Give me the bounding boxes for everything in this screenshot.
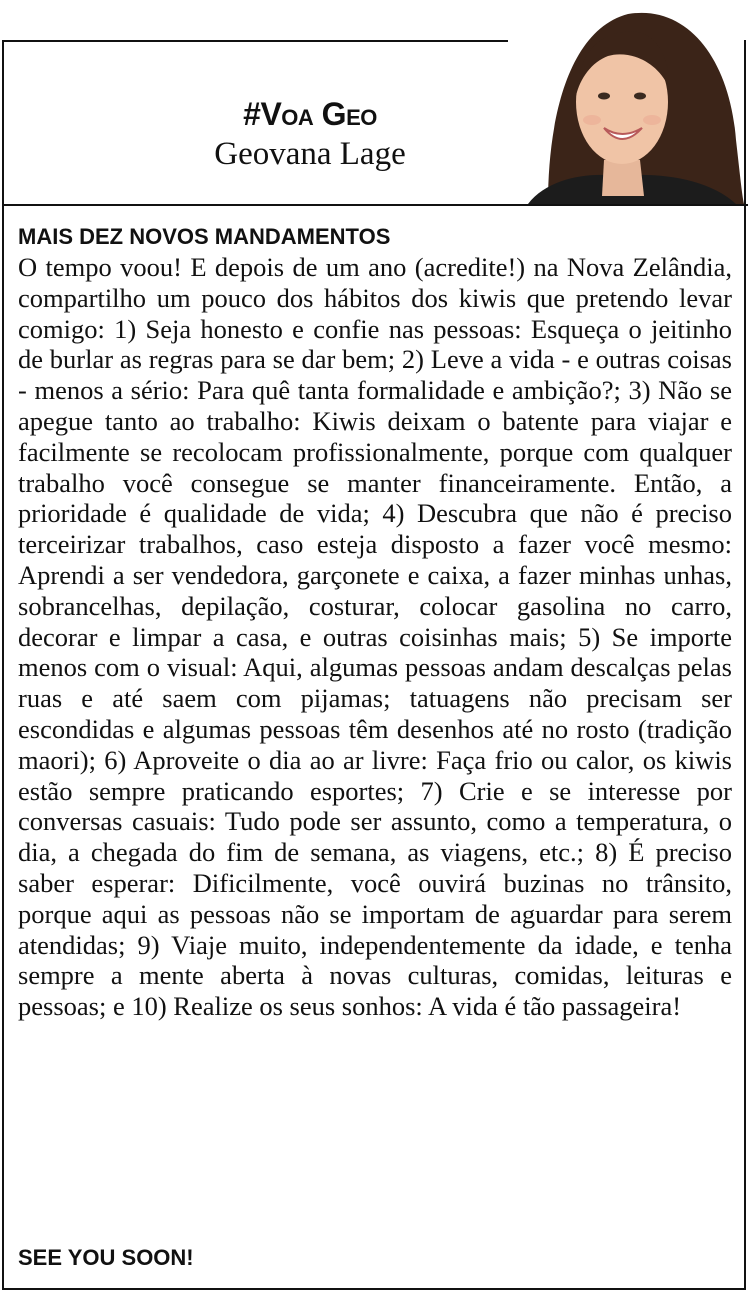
column-title: #Voa Geo [243, 96, 377, 132]
author-name: Geovana Lage [214, 136, 406, 172]
article-text: O tempo voou! E depois de um ano (acredite!) na Nova Zelândia, compartilho um pouco dos hábitos dos kiwis que pretendo levar comigo: 1) Seja honesto e confie nas pessoas: Esqueça o jeitinho de burlar as regras para se dar bem; 2) Leve a vida - e outras coisas - menos a sério: Para quê tanta formalidade e ambição?; 3) Não se apegue tanto ao trabalho: Kiwis deixam o batente para viajar e facilmente se recolocam profissionalmente, porque com qualquer trabalho você consegue se manter financeiramente. Então, a prioridade é qualidade de vida; 4) Descubra que não é preciso terceirizar trabalhos, caso esteja disposto a fazer você mesmo: Aprendi a ser vendedora, garçonete e caixa, a fazer minhas unhas, sobrancelhas, depilação, costurar, colocar gasolina no carro, decorar e limpar a casa, e outras coisinhas mais; 5) Se importe menos com o visual: Aqui, algumas pessoas andam descalças pelas ruas e até saem com pijamas; tatuagens não precisam ser escondidas e algumas pessoas têm desenhos até no rosto (tradição maori); 6) Aproveite o dia ao ar livre: Faça frio ou calor, os kiwis estão sempre praticando esportes; 7) Crie e se interesse por conversas casuais: Tudo pode ser assunto, como a temperatura, o dia, a chegada do fim de semana, as viagens, etc.; 8) É preciso saber esperar: Dificilmente, você ouvirá buzinas no trânsito, porque aqui as pessoas não se importam de aguardar para serem atendidas; 9) Viaje muito, independentemente da idade, e tenha sempre a mente aberta à novas culturas, comidas, leituras e pessoas; e 10) Realize os seus sonhos: A vida é tão passageira! [18, 252, 732, 1022]
article-signoff: SEE YOU SOON! [18, 1245, 194, 1270]
article-body [18, 222, 732, 1022]
article-headline: MAIS DEZ NOVOS MANDAMENTOS [18, 224, 391, 249]
header-divider [2, 204, 748, 206]
author-portrait [508, 0, 744, 204]
